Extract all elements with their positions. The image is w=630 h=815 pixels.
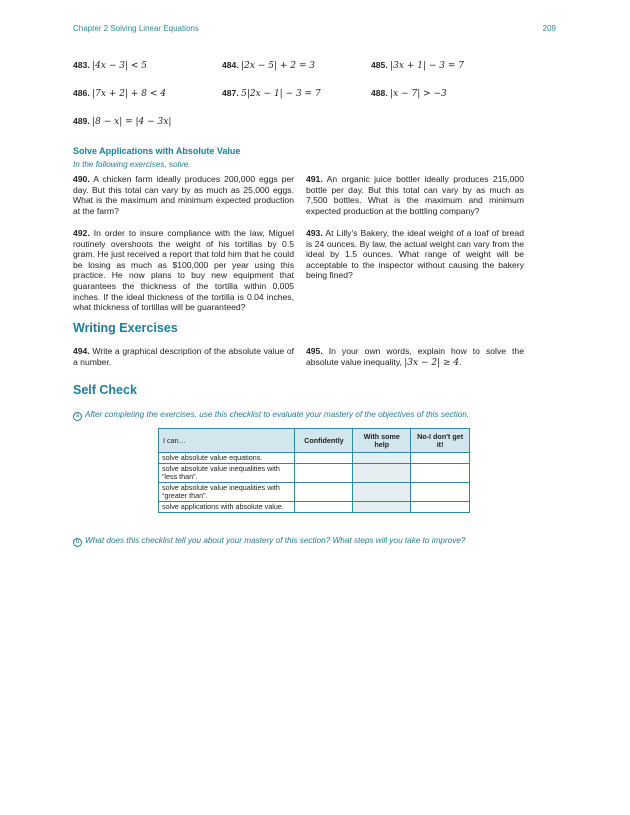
table-row (159, 453, 470, 464)
exercise-483 (73, 60, 147, 72)
exercise-expression: |x − 7| > −3 (390, 89, 447, 99)
table-row (159, 502, 470, 513)
exercise-487 (222, 88, 321, 100)
exercise-490 (73, 174, 294, 216)
section-subheading: Solve Applications with Absolute Value (73, 146, 241, 156)
self-check-heading: Self Check (73, 383, 137, 397)
section-instruction: In the following exercises, solve. (73, 160, 191, 169)
exercise-number: 484. (222, 60, 239, 70)
exercise-number: 485. (371, 60, 388, 70)
circle-b-icon: b (73, 538, 82, 547)
confidently-checkbox-cell[interactable] (295, 502, 353, 513)
exercise-text: An organic juice bottler ideally produces 215,000 bottle per day. But this total can vary by as much as 7,500 bottles. What is the maximum and minimum expected production at the bottling company? (306, 174, 524, 216)
exercise-period: . (459, 356, 462, 367)
exercise-expression: |4x − 3| < 5 (92, 61, 147, 71)
exercise-number: 491. (306, 174, 323, 184)
exercise-expression: |8 − x| = |4 − 3x| (92, 117, 172, 127)
self-check-note-b (73, 536, 465, 547)
page-header (73, 24, 556, 38)
exercise-expression: |3x − 2| ≥ 4 (404, 357, 460, 368)
exercise-484 (222, 60, 315, 72)
confidently-checkbox-cell[interactable] (295, 453, 353, 464)
objective-cell: solve absolute value equations. (159, 453, 295, 464)
table-row (159, 464, 470, 483)
with-some-help-checkbox-cell[interactable] (353, 483, 411, 502)
column-header-no-i-dont-get-it: No-I don't get it! (411, 429, 470, 453)
column-header-with-some-help: With some help (353, 429, 411, 453)
objective-cell: solve applications with absolute value. (159, 502, 295, 513)
with-some-help-checkbox-cell[interactable] (353, 464, 411, 483)
note-text: After completing the exercises, use this checklist to evaluate your mastery of the objectives of this section. (85, 410, 470, 419)
exercise-number: 492. (73, 228, 90, 238)
no-checkbox-cell[interactable] (411, 464, 470, 483)
with-some-help-checkbox-cell[interactable] (353, 502, 411, 513)
exercise-text: At Lilly's Bakery, the ideal weight of a loaf of bread is 24 ounces. By law, the actual weight can vary from the ideal by 1.5 ounces. What range of weight will be acceptable to the inspector without causing the bakery being fined? (306, 228, 524, 281)
confidently-checkbox-cell[interactable] (295, 483, 353, 502)
column-header-confidently: Confidently (295, 429, 353, 453)
page-number: 209 (542, 24, 556, 33)
exercise-text: In your own words, explain how to solve the absolute value inequality, (306, 346, 524, 367)
exercise-486 (73, 88, 166, 100)
exercise-text: Write a graphical description of the absolute value of a number. (73, 346, 294, 367)
no-checkbox-cell[interactable] (411, 483, 470, 502)
circle-a-icon: a (73, 412, 82, 421)
self-check-table (158, 428, 470, 513)
exercise-494 (73, 346, 294, 367)
exercise-number: 489. (73, 116, 90, 126)
writing-exercises-heading: Writing Exercises (73, 321, 178, 335)
with-some-help-checkbox-cell[interactable] (353, 453, 411, 464)
exercise-expression: |3x + 1| − 3 = 7 (390, 61, 464, 71)
confidently-checkbox-cell[interactable] (295, 464, 353, 483)
self-check-note-a (73, 410, 469, 421)
exercise-expression: |7x + 2| + 8 < 4 (92, 89, 166, 99)
exercise-number: 486. (73, 88, 90, 98)
exercise-number: 487. (222, 88, 239, 98)
exercise-485 (371, 60, 464, 72)
no-checkbox-cell[interactable] (411, 502, 470, 513)
exercise-488 (371, 88, 447, 100)
exercise-489 (73, 116, 171, 128)
no-checkbox-cell[interactable] (411, 453, 470, 464)
exercise-expression: |2x − 5| + 2 = 3 (241, 61, 315, 71)
exercise-492 (73, 228, 294, 313)
exercise-number: 494. (73, 346, 90, 356)
exercise-number: 488. (371, 88, 388, 98)
table-header-row (159, 429, 470, 453)
exercise-number: 493. (306, 228, 323, 238)
exercise-number: 490. (73, 174, 90, 184)
table-row (159, 483, 470, 502)
exercise-text: A chicken farm ideally produces 200,000 eggs per day. But this total can vary by as much as 25,000 eggs. What is the maximum and minimum expected production at the farm? (73, 174, 294, 216)
exercise-493 (306, 228, 524, 281)
exercise-number: 495. (306, 346, 323, 356)
objective-cell: solve absolute value inequalities with “greater than”. (159, 483, 295, 502)
note-text: What does this checklist tell you about your mastery of this section? What steps will you take to improve? (85, 536, 466, 545)
exercise-495 (306, 346, 524, 368)
exercise-number: 483. (73, 60, 90, 70)
chapter-title: Chapter 2 Solving Linear Equations (73, 24, 199, 33)
objective-cell: solve absolute value inequalities with “less than”. (159, 464, 295, 483)
column-header-i-can: I can… (159, 429, 295, 453)
exercise-text: In order to insure compliance with the law, Miguel routinely overshoots the weight of his tortillas by 0.5 gram. He just received a report that told him that he could be losing as much as $100,000 per year using this practice. He now plans to buy new equipment that guarantees the thickness of the tortilla within 0.005 inches. If the ideal thickness of the tortilla is 0.04 inches, what thickness of tortillas will be guaranteed? (73, 228, 294, 313)
exercise-expression: 5|2x − 1| − 3 = 7 (241, 89, 321, 99)
exercise-491 (306, 174, 524, 216)
